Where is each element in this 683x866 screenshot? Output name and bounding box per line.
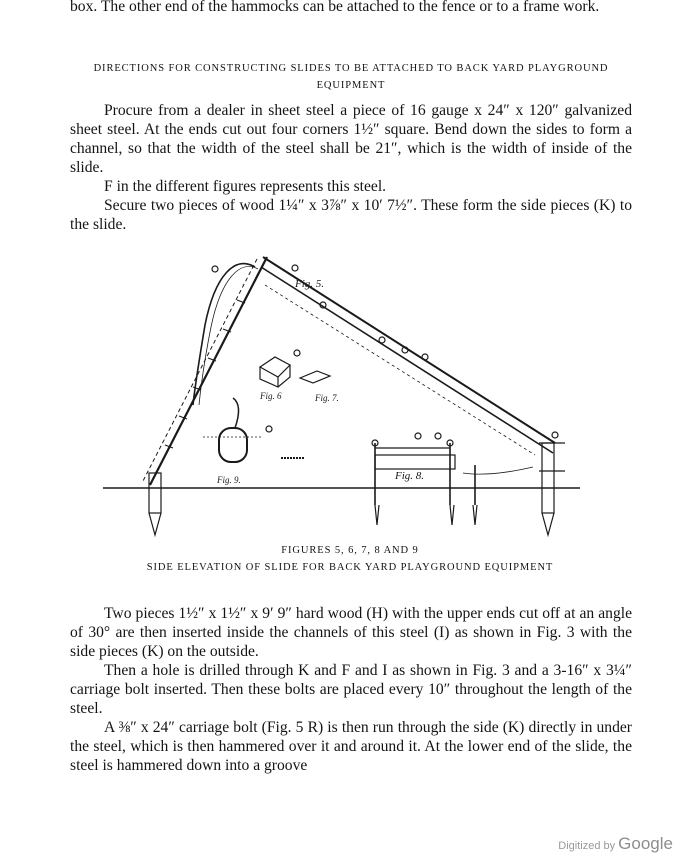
paragraph-wood: Secure two pieces of wood 1¼″ x 3⅞″ x 10′ 7½″. These form the side pieces (K) to the slide. bbox=[70, 197, 632, 233]
fig9-label: Fig. 9. bbox=[217, 475, 241, 485]
slide-figure-illustration bbox=[95, 245, 585, 540]
ladder-rail-front bbox=[150, 257, 267, 485]
fig6-label: Fig. 6 bbox=[260, 391, 282, 401]
fig5-label: Fig. 5. bbox=[295, 278, 325, 290]
paragraph-hard-wood: Two pieces 1½″ x 1½″ x 9′ 9″ hard wood (H) with the upper ends cut off at an angle of 30° are then inserted inside the channels of this steel (I) as shown in Fig. 3 with the side pieces (K) on the outside. bbox=[70, 605, 632, 660]
paragraph-steel: Procure from a dealer in sheet steel a piece of 16 gauge x 24″ x 120″ galvanized sheet steel. At the ends cut out four corners 1½″ square. Bend down the sides to form a channel, so that the width of the steel shall be 21″, which is the width of inside of the slide. bbox=[70, 102, 632, 176]
rear-post bbox=[542, 443, 554, 513]
fig9-clamp bbox=[219, 428, 247, 462]
fig8-label: Fig. 8. bbox=[395, 470, 425, 482]
figure-caption-title: FIGURES 5, 6, 7, 8 AND 9 bbox=[281, 545, 419, 556]
section-heading: DIRECTIONS FOR CONSTRUCTING SLIDES TO BE ATTACHED TO BACK YARD PLAYGROUND EQUIPMENT bbox=[93, 63, 609, 91]
fig6-block bbox=[260, 357, 290, 377]
ladder-rail-back bbox=[143, 259, 257, 481]
figure-caption-subtitle: SIDE ELEVATION OF SLIDE FOR BACK YARD PLAYGROUND EQUIPMENT bbox=[146, 562, 554, 573]
paragraph-hole: Then a hole is drilled through K and F and I as shown in Fig. 3 and a 3-16″ x 3¼″ carriage bolt inserted. Then these bolts are placed every 10″ throughout the length of the steel. bbox=[70, 662, 632, 717]
fig7-wedge bbox=[300, 371, 330, 383]
intro-text: box. The other end of the hammocks can be attached to the fence or to a frame work. bbox=[70, 0, 600, 15]
paragraph-f: F in the different figures represents this steel. bbox=[104, 178, 387, 195]
slide-dash bbox=[265, 285, 535, 455]
front-post bbox=[149, 473, 161, 513]
google-logo: Google bbox=[618, 834, 673, 853]
digitized-watermark bbox=[558, 834, 673, 854]
fig7-label: Fig. 7. bbox=[315, 393, 339, 403]
fig8-bench bbox=[375, 455, 455, 469]
watermark-prefix: Digitized by bbox=[558, 840, 616, 852]
slide-rail-bottom bbox=[261, 267, 553, 453]
paragraph-carriage-bolt: A ⅜″ x 24″ carriage bolt (Fig. 5 R) is then run through the side (K) directly in under the steel, which is then hammered over it and around it. At the lower end of the slide, the steel is hammered down into a groove bbox=[70, 719, 632, 774]
